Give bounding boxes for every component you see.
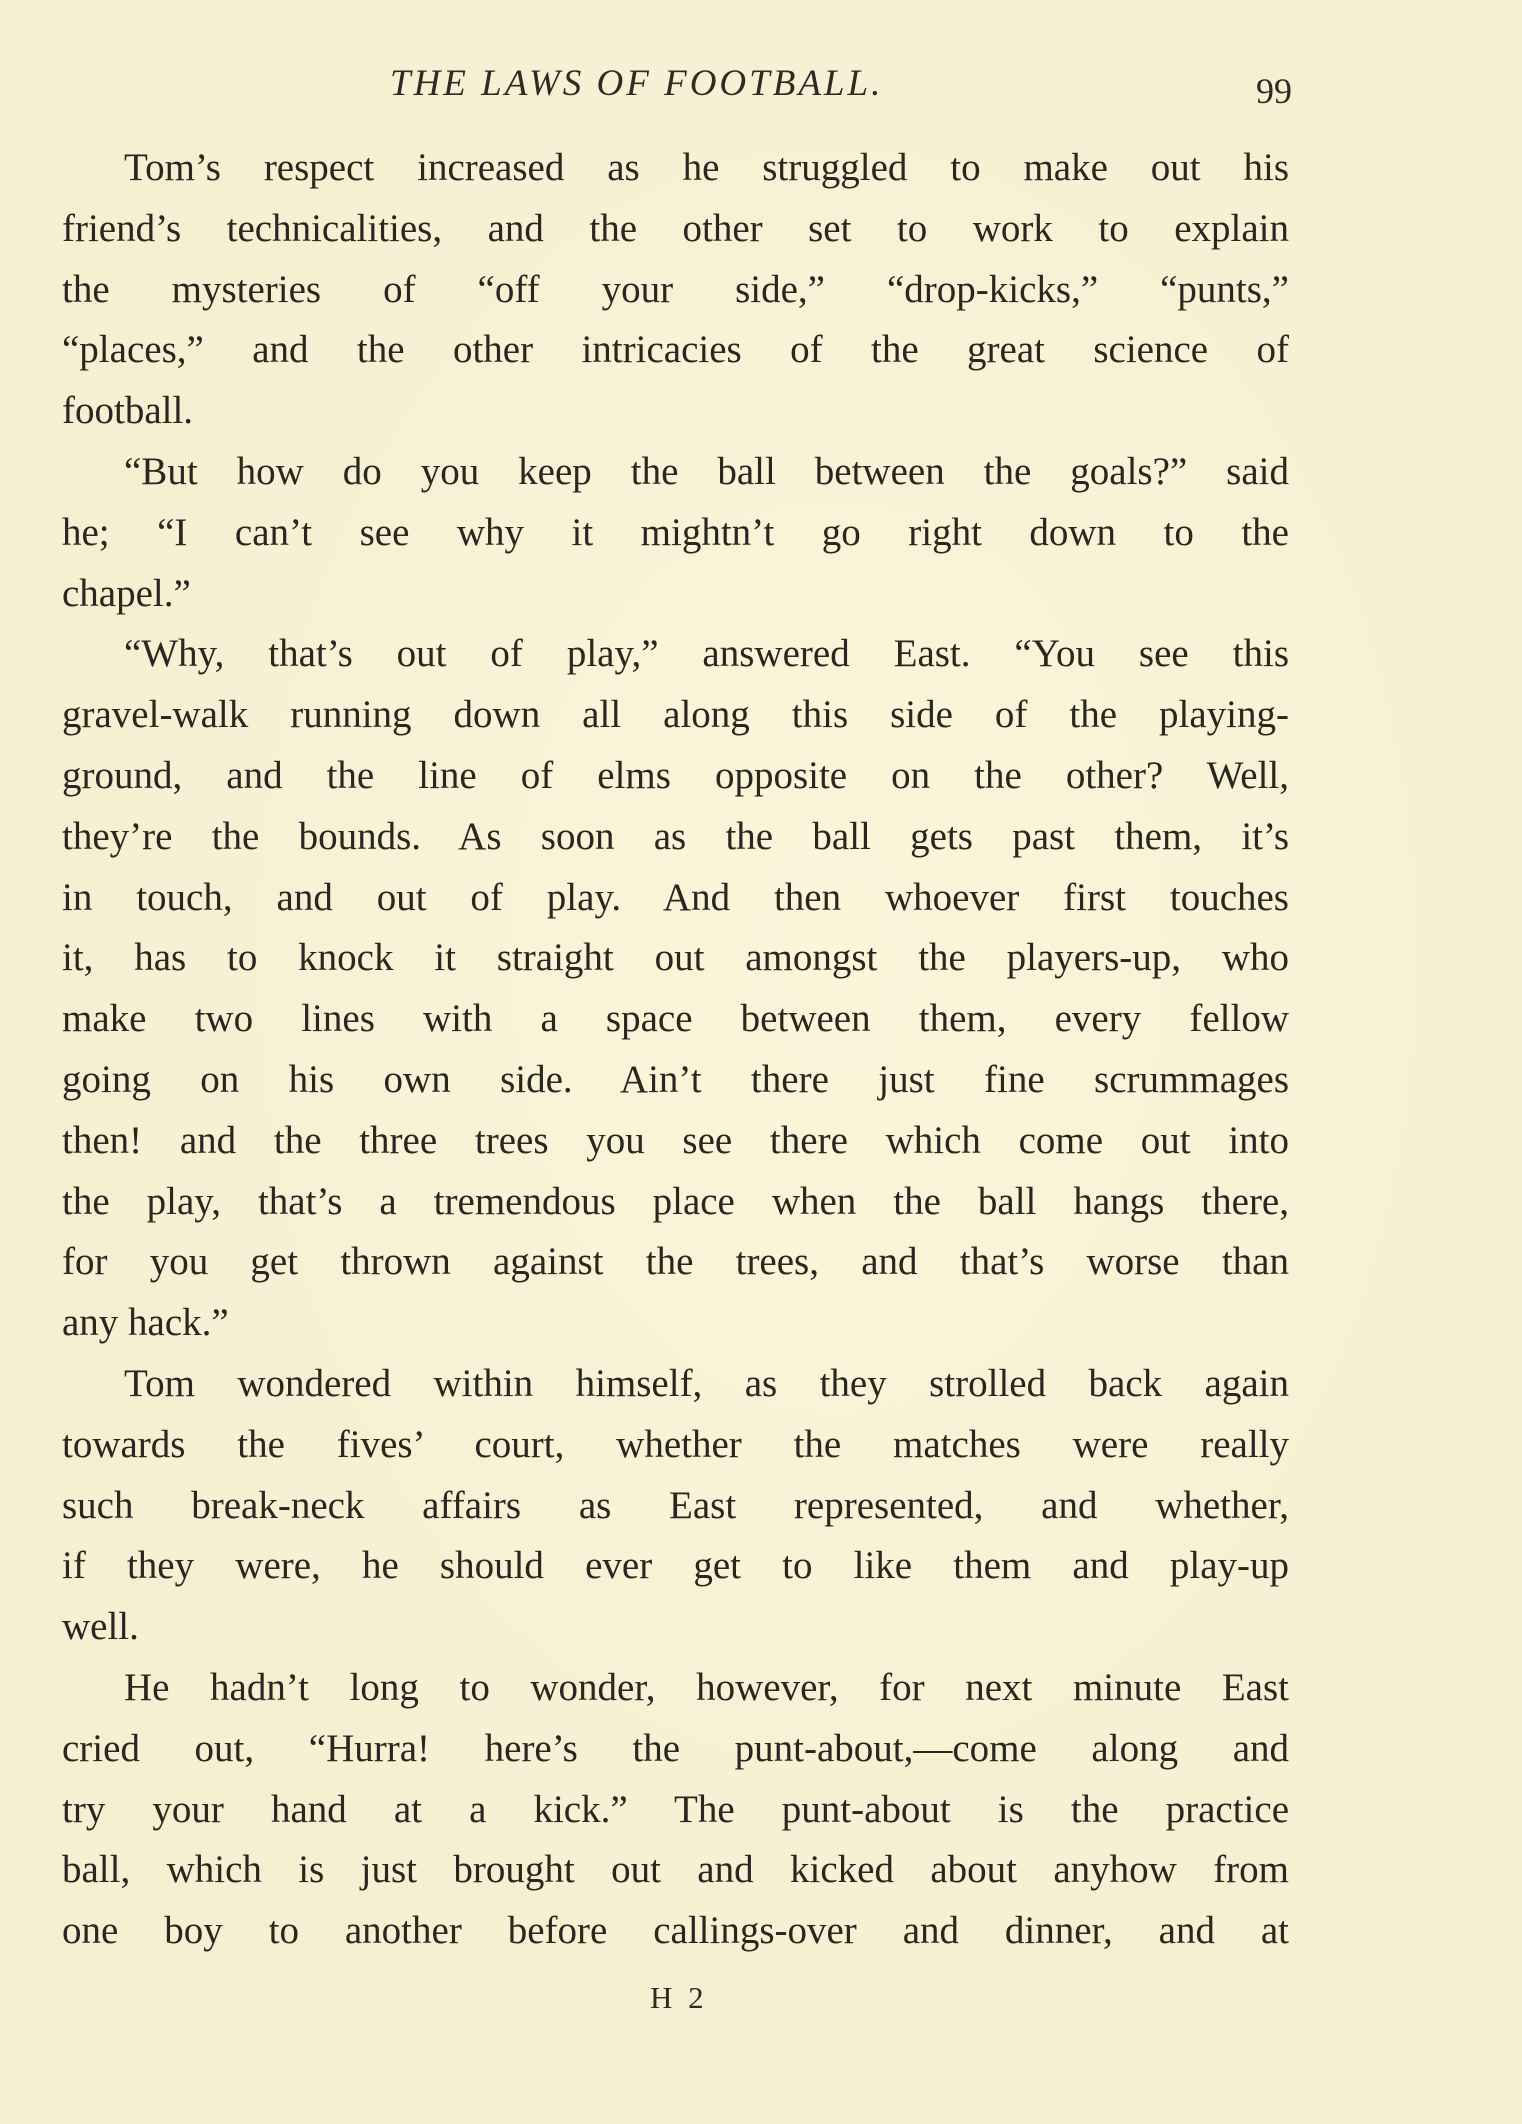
text-line: cried out, “Hurra! here’s the punt-about,—come along and bbox=[62, 1726, 1289, 1770]
text-line: in touch, and out of play. And then whoever first touches bbox=[62, 875, 1289, 919]
text-line: such break-neck affairs as East represented, and whether, bbox=[62, 1483, 1289, 1527]
text-line: make two lines with a space between them, every fellow bbox=[62, 997, 1289, 1041]
text-line: he; “I can’t see why it mightn’t go right down to the bbox=[62, 510, 1289, 554]
text-line: chapel.” bbox=[62, 571, 191, 615]
text-line: the play, that’s a tremendous place when the ball hangs there, bbox=[62, 1179, 1289, 1223]
page-number: 99 bbox=[1256, 71, 1292, 111]
text-line: “places,” and the other intricacies of the great science of bbox=[62, 328, 1289, 372]
body-text bbox=[62, 138, 1289, 1962]
text-line: gravel-walk running down all along this side of the playing- bbox=[62, 693, 1289, 737]
signature-mark: H 2 bbox=[650, 1980, 708, 2015]
text-line: they’re the bounds. As soon as the ball gets past them, it’s bbox=[62, 814, 1289, 858]
text-line: He hadn’t long to wonder, however, for next minute East bbox=[124, 1665, 1289, 1709]
text-line: any hack.” bbox=[62, 1301, 229, 1345]
text-line: well. bbox=[62, 1605, 139, 1649]
text-line: Tom’s respect increased as he struggled to make out his bbox=[124, 146, 1289, 189]
text-line: going on his own side. Ain’t there just fine scrummages bbox=[62, 1057, 1289, 1101]
text-line: football. bbox=[62, 389, 194, 433]
text-line: towards the fives’ court, whether the matches were really bbox=[62, 1422, 1289, 1466]
text-line: friend’s technicalities, and the other set to work to explain bbox=[62, 206, 1289, 250]
text-line: try your hand at a kick.” The punt-about is the practice bbox=[62, 1787, 1289, 1831]
text-line: one boy to another before callings-over and dinner, and at bbox=[62, 1909, 1289, 1953]
text-line: for you get thrown against the trees, and that’s worse than bbox=[62, 1240, 1289, 1284]
text-line: ball, which is just brought out and kicked about anyhow from bbox=[62, 1848, 1289, 1892]
text-line: Tom wondered within himself, as they strolled back again bbox=[124, 1361, 1289, 1405]
text-line: it, has to knock it straight out amongst the players-up, who bbox=[62, 936, 1289, 980]
text-line: the mysteries of “off your side,” “drop-kicks,” “punts,” bbox=[62, 267, 1289, 311]
text-line: “But how do you keep the ball between the goals?” said bbox=[124, 449, 1289, 493]
text-line: ground, and the line of elms opposite on the other? Well, bbox=[62, 753, 1289, 797]
running-title: THE LAWS OF FOOTBALL. bbox=[390, 63, 884, 104]
text-line: “Why, that’s out of play,” answered East. “You see this bbox=[124, 632, 1289, 676]
text-line: if they were, he should ever get to like them and play-up bbox=[62, 1544, 1289, 1588]
text-line: then! and the three trees you see there which come out into bbox=[62, 1118, 1289, 1162]
